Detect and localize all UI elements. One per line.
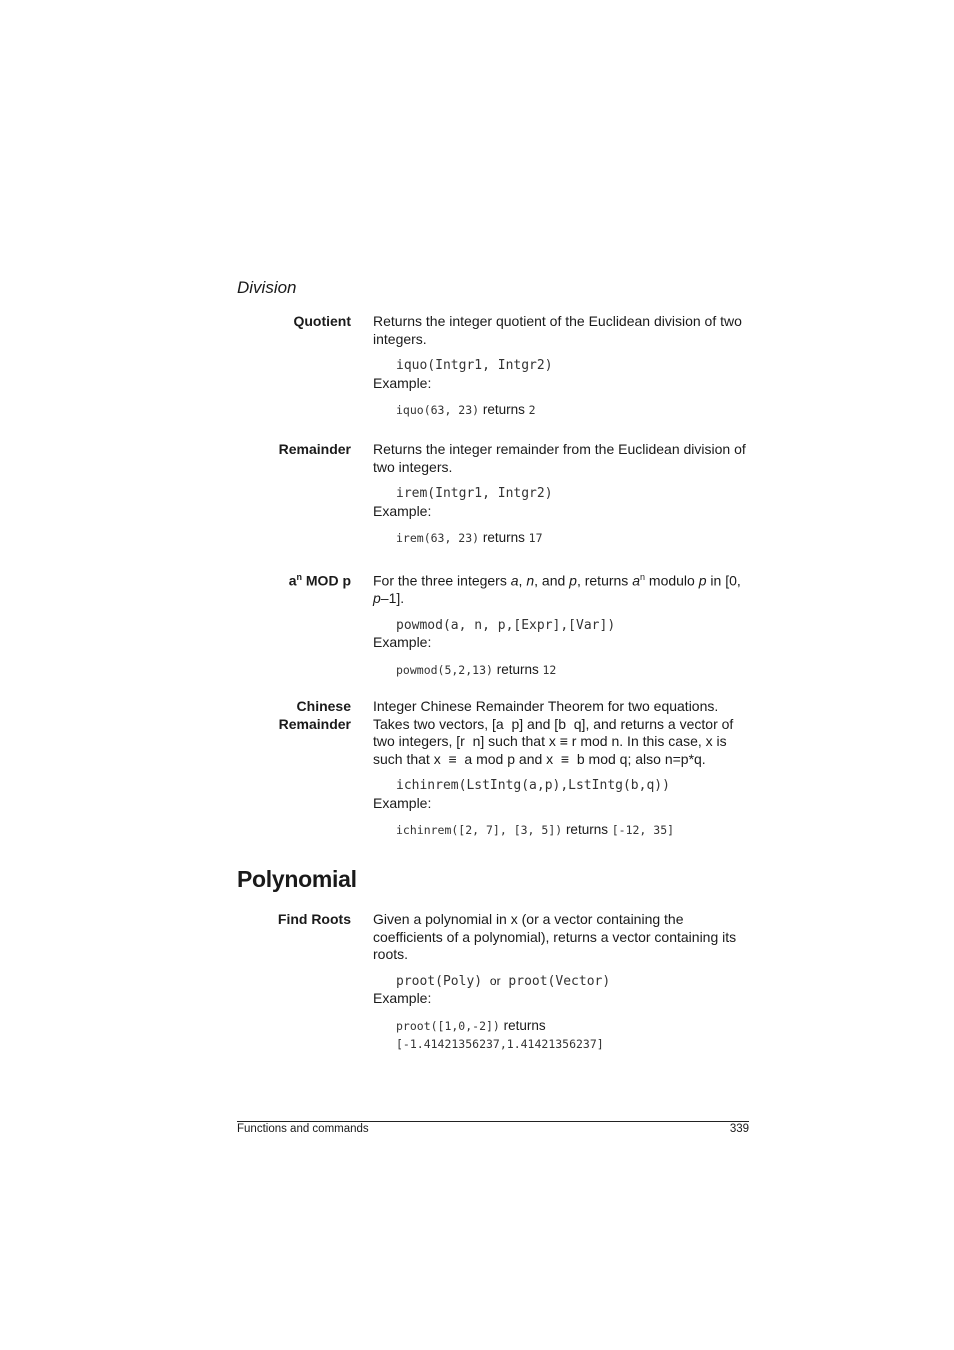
desc-text: , returns: [576, 572, 633, 589]
example-label: Example:: [373, 502, 432, 519]
desc-text: in [0,: [706, 572, 741, 589]
term-powmod: [241, 569, 351, 590]
syntax-vector: proot(Vector): [508, 973, 611, 989]
example-result: 12: [542, 662, 557, 677]
body-quotient: [373, 313, 749, 420]
body-chinese-remainder: [373, 698, 749, 840]
example-code: irem(63, 23): [396, 531, 480, 545]
example-result: [-1.41421356237,1.41421356237]: [396, 1036, 604, 1051]
syntax: ichinrem(LstIntg(a,p),LstIntg(b,q)): [396, 778, 670, 793]
syntax: iquo(Intgr1, Intgr2): [396, 358, 553, 373]
term-line1: Chinese: [296, 698, 351, 714]
example-label: Example:: [373, 374, 432, 391]
description: [373, 569, 749, 608]
example-code: iquo(63, 23): [396, 403, 480, 417]
desc-text: For the three integers: [373, 572, 511, 589]
description: Returns the integer quotient of the Euclidean division of two integers.: [373, 313, 742, 347]
desc-var: p: [373, 590, 381, 607]
example-code: powmod(5,2,13): [396, 662, 493, 677]
example: [396, 661, 749, 680]
syntax: [396, 973, 749, 991]
desc-var: n: [526, 572, 535, 589]
footer-page-number: 339: [729, 1123, 749, 1135]
term-quotient: Quotient: [293, 313, 351, 329]
section-heading-division: Division: [237, 278, 297, 297]
example-code: proot([1,0,-2]): [396, 1018, 500, 1033]
desc-var: p: [569, 572, 577, 589]
desc-text: modulo: [645, 572, 699, 589]
desc-text: ,: [518, 572, 527, 589]
example: [396, 1017, 749, 1053]
example: [396, 401, 749, 420]
body-remainder: [373, 441, 749, 548]
desc-var: p: [698, 572, 707, 589]
syntax: powmod(a, n, p,[Expr],[Var]): [396, 617, 616, 633]
body-find-roots: [373, 911, 749, 1053]
term-sup: n: [296, 572, 302, 582]
example: [396, 821, 749, 840]
desc-var: a: [510, 572, 519, 589]
example-word: returns: [565, 822, 608, 837]
example-code: ichinrem([2, 7], [3, 5]): [396, 823, 563, 837]
footer-chapter-title: Functions and commands: [237, 1123, 369, 1135]
body-powmod: [373, 569, 749, 679]
description: Returns the integer remainder from the Euclidean division of two integers.: [373, 441, 746, 475]
term-line2: Remainder: [278, 715, 351, 732]
desc-sup: n: [640, 572, 646, 582]
example-result: 17: [528, 531, 543, 545]
desc-text: –1].: [380, 590, 405, 607]
term-find-roots: Find Roots: [277, 911, 351, 927]
term-chinese-remainder: [241, 698, 351, 733]
term-rest: MOD p: [302, 572, 351, 589]
example-result: [-12, 35]: [611, 823, 675, 837]
syntax: irem(Intgr1, Intgr2): [396, 486, 553, 501]
example-result: 2: [528, 403, 536, 417]
footer-rule: [237, 1121, 749, 1122]
description: Integer Chinese Remainder Theorem for two equations. Takes two vectors, [a p] and [b q], and returns a vector of two integers, [r n] such that x ≡ r mod n. In this case, x is such that x ≡ a mod p and x ≡ b mod q; also n=p*q.: [373, 698, 738, 767]
example-label: Example:: [373, 634, 432, 651]
example-word: returns: [503, 1017, 546, 1033]
desc-text: , and: [534, 572, 570, 589]
example-label: Example:: [373, 990, 432, 1006]
example-word: returns: [482, 530, 525, 545]
desc-var: a: [632, 572, 640, 589]
section-heading-polynomial: Polynomial: [237, 866, 357, 892]
term-remainder: Remainder: [278, 441, 351, 457]
example-word: returns: [482, 402, 525, 417]
syntax-or: or: [489, 973, 501, 988]
example-word: returns: [496, 661, 539, 677]
example: [396, 529, 749, 548]
term-base: a: [288, 572, 297, 589]
syntax-poly: proot(Poly): [396, 973, 483, 989]
example-label: Example:: [373, 794, 432, 811]
description: Given a polynomial in x (or a vector containing the coefficients of a polynomial), returns a vector containing its roots.: [373, 911, 737, 962]
